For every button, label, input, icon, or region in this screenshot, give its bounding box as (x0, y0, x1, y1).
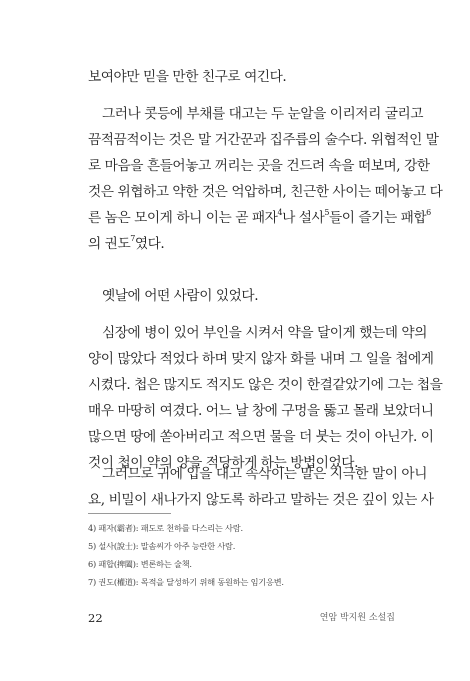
text-run: 들이 즐기는 패합 (328, 210, 427, 226)
footnote-ref: 6 (426, 208, 431, 218)
body-line: 심장에 병이 있어 부인을 시켜서 약을 달이게 했는데 약의 (102, 325, 427, 341)
footnote: 6) 패합(捭闔): 변론하는 술책. (88, 559, 192, 569)
footnote-divider (88, 513, 171, 514)
body-line: 시켰다. 첩은 많지도 적지도 않은 것이 한결같았기에 그는 첩을 (88, 377, 443, 393)
body-line (88, 208, 431, 227)
text-run: 의 권도 (88, 236, 131, 252)
running-title: 연암 박지원 소설집 (319, 613, 395, 623)
footnote-ref: 7 (130, 234, 135, 244)
body-line: 옛날에 어떤 사람이 있었다. (102, 288, 259, 304)
body-line: 보여야만 믿을 만한 친구로 여긴다. (88, 69, 287, 85)
body-line: 양이 많았다 적었다 하며 맞지 않자 화를 내며 그 일을 첩에게 (88, 351, 434, 367)
footnote: 5) 설사(說士): 말솜씨가 아주 능란한 사람. (88, 541, 236, 551)
body-line (88, 235, 395, 253)
body-line: 로 마음을 흔들어놓고 꺼리는 곳을 건드려 속을 떠보며, 강한 (88, 158, 430, 174)
footnote: 7) 권도(權道): 목적을 달성하기 위해 동원하는 임기응변. (88, 577, 284, 587)
text-run: 였다. (134, 236, 165, 252)
body-line: 매우 마땅히 여겼다. 어느 날 창에 구멍을 뚫고 몰래 보았더니 (88, 403, 434, 419)
body-line: 그러나 콧등에 부채를 대고는 두 눈알을 이리저리 굴리고 (102, 106, 424, 122)
body-line: 요, 비밀이 새나가지 않도록 하라고 말하는 것은 깊이 있는 사 (88, 492, 434, 508)
body-line: 그러므로 귀에 입을 대고 속삭이는 말은 지극한 말이 아니 (102, 466, 427, 482)
page-number: 22 (88, 611, 103, 625)
body-line: 것은 위협하고 약한 것은 억압하며, 친근한 사이는 떼어놓고 다 (88, 184, 443, 200)
footnote-ref: 4 (277, 208, 283, 218)
body-line: 많으면 땅에 쏟아버리고 적으면 물을 더 붓는 것이 아닌가. 이 (88, 429, 434, 445)
footnote-ref: 5 (324, 208, 329, 218)
text-run: 나 설사 (282, 210, 325, 226)
footnote: 4) 패자(霸者): 패도로 천하를 다스리는 사람. (88, 523, 243, 533)
body-line: 끔적끔적이는 것은 말 거간꾼과 집주릅의 술수다. 위협적인 말 (88, 132, 439, 148)
body-line: 것이 첩이 약의 양을 적당하게 하는 방법이었다. (88, 455, 358, 471)
text-run: 른 놈은 모이게 하니 이는 곧 패자 (88, 210, 278, 226)
